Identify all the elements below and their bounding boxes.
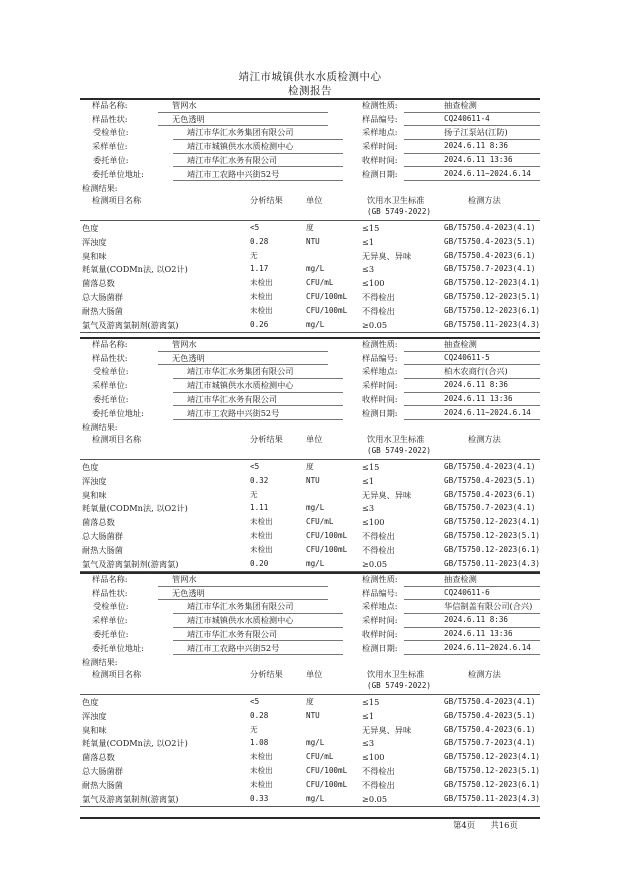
- info-value-sampling_time: 2024.6.11 8:36: [444, 141, 509, 151]
- cell-result: 未检出: [250, 544, 273, 554]
- cell-standard: ≤1: [362, 236, 375, 247]
- field-underline: [404, 405, 540, 406]
- info-label-receive_time: 收样时间:: [362, 628, 398, 639]
- col-header-result: 分析结果: [250, 669, 283, 679]
- cell-result: 无: [250, 489, 258, 499]
- info-label-sampling_site: 采样地点:: [362, 127, 398, 138]
- page-bottom-rule: [80, 817, 540, 819]
- cell-result: 无: [250, 724, 258, 734]
- info-label-test_date: 检测日期:: [362, 642, 398, 653]
- info-label-sampling_unit: 采样单位:: [92, 141, 128, 152]
- cell-standard: ≥0.05: [362, 558, 388, 569]
- info-value-sampling_time: 2024.6.11 8:36: [444, 380, 509, 390]
- col-header-unit: 单位: [306, 195, 323, 205]
- cell-result: 0.20: [250, 558, 269, 568]
- cell-item: 菌落总数: [82, 278, 115, 289]
- field-underline: [158, 125, 328, 126]
- cell-item: 耐热大肠菌: [82, 544, 123, 555]
- field-underline: [173, 392, 343, 393]
- info-value-receive_time: 2024.6.11 13:36: [444, 154, 513, 164]
- col-header-standard-code: (GB 5749-2022): [367, 681, 432, 690]
- col-header-standard: 饮用水卫生标准: [367, 434, 425, 444]
- info-value-sampling_site: 柏木农商行(合兴): [444, 366, 508, 377]
- cell-standard: ≤15: [362, 697, 380, 707]
- cell-standard: 无异臭、异味: [362, 250, 412, 261]
- info-label-client: 委托单位:: [93, 393, 129, 404]
- table-bottom-rule: [80, 806, 540, 807]
- field-underline: [173, 166, 343, 167]
- info-value-sample_name: 管网水: [172, 339, 197, 349]
- field-underline: [404, 180, 540, 181]
- cell-item: 总大肠菌群: [82, 766, 123, 776]
- cell-standard: ≤100: [362, 517, 385, 528]
- cell-standard: ≥0.05: [362, 793, 388, 804]
- field-underline: [173, 613, 343, 614]
- info-value-test_nature: 抽查检测: [444, 100, 477, 110]
- info-value-sample_id: CQ240611-5: [444, 352, 490, 362]
- field-underline: [173, 654, 343, 655]
- cell-item: 耗氧量(CODMn法, 以O2计): [82, 738, 188, 749]
- cell-method: GB/T5750.12-2023(6.1): [444, 779, 541, 789]
- cell-unit: 度: [306, 223, 314, 232]
- info-value-test_nature: 抽查检测: [444, 574, 477, 584]
- cell-result: <5: [250, 697, 260, 706]
- cell-standard: 无异臭、异味: [362, 489, 412, 500]
- cell-unit: mg/L: [306, 264, 325, 274]
- cell-standard: ≤3: [362, 264, 375, 275]
- cell-method: GB/T5750.4-2023(6.1): [444, 250, 536, 260]
- cell-unit: 度: [306, 697, 314, 706]
- info-label-receive_time: 收样时间:: [362, 154, 398, 165]
- cell-result: 未检出: [250, 752, 273, 762]
- info-label-inspected: 受检单位:: [93, 127, 129, 138]
- info-label-sample_char: 样品性状:: [92, 587, 128, 598]
- info-value-client_addr: 靖江市工农路中兴街52号: [187, 168, 280, 179]
- field-underline: [404, 392, 540, 393]
- cell-method: GB/T5750.12-2023(6.1): [444, 544, 541, 554]
- cell-method: GB/T5750.4-2023(5.1): [444, 710, 536, 720]
- cell-result: 0.32: [250, 475, 269, 485]
- col-header-standard: 饮用水卫生标准: [367, 195, 425, 205]
- cell-unit: 度: [306, 462, 314, 471]
- cell-standard: ≥0.05: [362, 319, 388, 330]
- field-underline: [404, 378, 540, 379]
- field-underline: [404, 125, 540, 126]
- cell-result: 未检出: [250, 305, 273, 315]
- cell-result: 1.11: [250, 503, 269, 513]
- col-header-standard-code: (GB 5749-2022): [367, 446, 432, 455]
- field-underline: [158, 112, 328, 113]
- cell-method: GB/T5750.4-2023(4.1): [444, 462, 536, 471]
- cell-method: GB/T5750.4-2023(4.1): [444, 223, 536, 232]
- col-header-method: 检测方法: [468, 669, 501, 679]
- cell-unit: CFU/mL: [306, 517, 334, 527]
- field-underline: [158, 586, 328, 587]
- info-label-client_addr: 委托单位地址:: [92, 642, 144, 653]
- results-heading: 检测结果:: [82, 657, 118, 667]
- info-value-test_date: 2024.6.11~2024.6.14: [444, 642, 531, 652]
- cell-unit: mg/L: [306, 558, 325, 568]
- info-value-sample_id: CQ240611-4: [444, 113, 490, 123]
- info-value-client_addr: 靖江市工农路中兴街52号: [187, 407, 280, 418]
- info-label-receive_time: 收样时间:: [362, 393, 398, 404]
- cell-result: 0.28: [250, 236, 269, 246]
- cell-item: 色度: [82, 223, 99, 233]
- cell-method: GB/T5750.12-2023(4.1): [444, 278, 541, 288]
- info-label-sample_name: 样品名称:: [92, 339, 128, 349]
- cell-item: 耐热大肠菌: [82, 305, 123, 316]
- cell-method: GB/T5750.11-2023(4.3): [444, 319, 541, 329]
- cell-item: 氯气及游离氯制剂(游离氯): [82, 793, 179, 804]
- cell-result: 0.26: [250, 319, 269, 329]
- info-label-sampling_time: 采样时间:: [362, 615, 398, 626]
- info-label-sampling_unit: 采样单位:: [92, 615, 128, 626]
- info-label-sample_name: 样品名称:: [92, 100, 128, 110]
- field-underline: [158, 364, 328, 365]
- info-label-inspected: 受检单位:: [93, 366, 129, 377]
- cell-method: GB/T5750.12-2023(5.1): [444, 292, 541, 301]
- cell-standard: ≤15: [362, 462, 380, 472]
- cell-item: 色度: [82, 462, 99, 472]
- cell-method: GB/T5750.7-2023(4.1): [444, 503, 536, 513]
- field-underline: [158, 351, 328, 352]
- cell-standard: ≤15: [362, 223, 380, 233]
- field-underline: [404, 640, 540, 641]
- info-value-sampling_unit: 靖江市城镇供水水质检测中心: [187, 141, 294, 152]
- col-header-unit: 单位: [306, 434, 323, 444]
- header-divider: [80, 220, 540, 221]
- cell-standard: 无异臭、异味: [362, 724, 412, 735]
- info-value-sampling_unit: 靖江市城镇供水水质检测中心: [187, 380, 294, 391]
- info-value-client: 靖江市华汇水务有限公司: [187, 628, 278, 639]
- cell-result: 未检出: [250, 278, 273, 288]
- cell-standard: ≤100: [362, 752, 385, 763]
- cell-item: 菌落总数: [82, 752, 115, 763]
- info-label-test_date: 检测日期:: [362, 407, 398, 418]
- field-underline: [173, 640, 343, 641]
- info-value-sample_char: 无色透明: [172, 587, 205, 598]
- info-value-sampling_time: 2024.6.11 8:36: [444, 615, 509, 625]
- cell-item: 浑浊度: [82, 710, 107, 721]
- cell-unit: NTU: [306, 236, 320, 246]
- info-value-sampling_site: 扬子江泵站(江防): [444, 127, 508, 138]
- cell-method: GB/T5750.12-2023(4.1): [444, 752, 541, 762]
- cell-standard: ≤1: [362, 475, 375, 486]
- field-underline: [404, 364, 540, 365]
- field-underline: [173, 419, 343, 420]
- info-label-sampling_site: 采样地点:: [362, 366, 398, 377]
- info-label-sample_id: 样品编号:: [362, 352, 398, 363]
- info-label-sample_name: 样品名称:: [92, 574, 128, 584]
- cell-standard: ≤100: [362, 278, 385, 289]
- field-underline: [173, 180, 343, 181]
- info-value-test_date: 2024.6.11~2024.6.14: [444, 407, 531, 417]
- cell-item: 氯气及游离氯制剂(游离氯): [82, 558, 179, 569]
- cell-unit: NTU: [306, 475, 320, 485]
- field-underline: [404, 351, 540, 352]
- cell-method: GB/T5750.4-2023(5.1): [444, 236, 536, 246]
- cell-item: 臭和味: [82, 250, 107, 261]
- cell-result: 1.17: [250, 264, 269, 274]
- cell-method: GB/T5750.4-2023(4.1): [444, 697, 536, 706]
- org-title: 靖江市城镇供水水质检测中心: [238, 71, 382, 83]
- page-number: 第4页: [453, 820, 476, 830]
- field-underline: [404, 599, 540, 600]
- field-underline: [173, 405, 343, 406]
- info-value-inspected: 靖江市华汇水务集团有限公司: [187, 366, 294, 377]
- info-value-client: 靖江市华汇水务有限公司: [187, 154, 278, 165]
- cell-method: GB/T5750.11-2023(4.3): [444, 558, 541, 568]
- cell-result: 1.08: [250, 738, 269, 748]
- col-header-standard-code: (GB 5749-2022): [367, 207, 432, 216]
- cell-item: 耗氧量(CODMn法, 以O2计): [82, 264, 188, 275]
- cell-item: 臭和味: [82, 724, 107, 735]
- info-value-inspected: 靖江市华汇水务集团有限公司: [187, 601, 294, 612]
- cell-method: GB/T5750.4-2023(5.1): [444, 475, 536, 485]
- info-label-sample_id: 样品编号:: [362, 113, 398, 124]
- field-underline: [404, 139, 540, 140]
- info-value-sample_char: 无色透明: [172, 113, 205, 124]
- field-underline: [173, 627, 343, 628]
- cell-result: 未检出: [250, 517, 273, 527]
- cell-method: GB/T5750.12-2023(4.1): [444, 517, 541, 527]
- cell-result: 未检出: [250, 779, 273, 789]
- cell-unit: CFU/100mL: [306, 305, 348, 315]
- cell-method: GB/T5750.7-2023(4.1): [444, 264, 536, 274]
- info-label-test_nature: 检测性质:: [362, 339, 398, 349]
- field-underline: [404, 654, 540, 655]
- col-header-unit: 单位: [306, 669, 323, 679]
- info-label-sample_char: 样品性状:: [92, 113, 128, 124]
- info-label-client_addr: 委托单位地址:: [92, 407, 144, 418]
- cell-result: 未检出: [250, 766, 273, 775]
- header-divider: [80, 694, 540, 695]
- cell-unit: mg/L: [306, 503, 325, 513]
- cell-unit: CFU/100mL: [306, 779, 348, 789]
- field-underline: [404, 627, 540, 628]
- cell-unit: CFU/100mL: [306, 544, 348, 554]
- info-label-client: 委托单位:: [93, 628, 129, 639]
- info-value-sampling_site: 华信制盖有限公司(合兴): [444, 601, 533, 612]
- col-header-result: 分析结果: [250, 434, 283, 444]
- header-divider: [80, 459, 540, 460]
- cell-unit: CFU/100mL: [306, 766, 348, 775]
- info-label-sample_char: 样品性状:: [92, 352, 128, 363]
- cell-unit: CFU/mL: [306, 278, 334, 288]
- info-label-inspected: 受检单位:: [93, 601, 129, 612]
- field-underline: [404, 153, 540, 154]
- info-label-sample_id: 样品编号:: [362, 587, 398, 598]
- cell-item: 浑浊度: [82, 236, 107, 247]
- field-underline: [404, 166, 540, 167]
- col-header-standard: 饮用水卫生标准: [367, 669, 425, 679]
- cell-standard: ≤3: [362, 503, 375, 514]
- info-value-inspected: 靖江市华汇水务集团有限公司: [187, 127, 294, 138]
- field-underline: [173, 378, 343, 379]
- field-underline: [404, 112, 540, 113]
- cell-result: 0.28: [250, 710, 269, 720]
- table-bottom-rule: [80, 332, 540, 333]
- cell-unit: mg/L: [306, 319, 325, 329]
- info-value-sample_name: 管网水: [172, 100, 197, 110]
- cell-result: 未检出: [250, 531, 273, 540]
- cell-item: 总大肠菌群: [82, 292, 123, 302]
- info-label-sampling_time: 采样时间:: [362, 380, 398, 391]
- results-heading: 检测结果:: [82, 422, 118, 432]
- info-value-client_addr: 靖江市工农路中兴街52号: [187, 642, 280, 653]
- cell-unit: mg/L: [306, 793, 325, 803]
- cell-item: 菌落总数: [82, 517, 115, 528]
- field-underline: [173, 153, 343, 154]
- cell-unit: NTU: [306, 710, 320, 720]
- cell-item: 总大肠菌群: [82, 531, 123, 541]
- cell-standard: 不得检出: [362, 292, 395, 302]
- col-header-item: 检测项目名称: [92, 195, 142, 205]
- cell-standard: ≤3: [362, 738, 375, 749]
- field-underline: [404, 613, 540, 614]
- info-value-sample_id: CQ240611-6: [444, 587, 490, 597]
- cell-method: GB/T5750.4-2023(6.1): [444, 489, 536, 499]
- field-underline: [404, 586, 540, 587]
- report-title: 检测报告: [288, 85, 332, 97]
- cell-result: <5: [250, 223, 260, 232]
- cell-item: 氯气及游离氯制剂(游离氯): [82, 319, 179, 330]
- cell-method: GB/T5750.12-2023(5.1): [444, 766, 541, 775]
- info-label-sampling_time: 采样时间:: [362, 141, 398, 152]
- info-value-test_nature: 抽查检测: [444, 339, 477, 349]
- info-label-test_nature: 检测性质:: [362, 574, 398, 584]
- cell-standard: 不得检出: [362, 779, 395, 790]
- cell-method: GB/T5750.12-2023(5.1): [444, 531, 541, 540]
- info-value-test_date: 2024.6.11~2024.6.14: [444, 168, 531, 178]
- cell-method: GB/T5750.4-2023(6.1): [444, 724, 536, 734]
- info-value-sample_name: 管网水: [172, 574, 197, 584]
- cell-result: 0.33: [250, 793, 269, 803]
- cell-unit: CFU/100mL: [306, 531, 348, 540]
- field-underline: [404, 419, 540, 420]
- page-total: 共16页: [490, 820, 518, 830]
- cell-result: 无: [250, 250, 258, 260]
- info-label-sampling_site: 采样地点:: [362, 601, 398, 612]
- info-value-client: 靖江市华汇水务有限公司: [187, 393, 278, 404]
- info-label-sampling_unit: 采样单位:: [92, 380, 128, 391]
- results-heading: 检测结果:: [82, 183, 118, 193]
- cell-method: GB/T5750.7-2023(4.1): [444, 738, 536, 748]
- cell-standard: 不得检出: [362, 766, 395, 776]
- info-label-test_date: 检测日期:: [362, 168, 398, 179]
- col-header-method: 检测方法: [468, 195, 501, 205]
- cell-unit: mg/L: [306, 738, 325, 748]
- cell-standard: 不得检出: [362, 531, 395, 541]
- cell-standard: ≤1: [362, 710, 375, 721]
- cell-method: GB/T5750.11-2023(4.3): [444, 793, 541, 803]
- cell-result: 未检出: [250, 292, 273, 301]
- cell-result: <5: [250, 462, 260, 471]
- info-label-test_nature: 检测性质:: [362, 100, 398, 110]
- cell-item: 耗氧量(CODMn法, 以O2计): [82, 503, 188, 514]
- col-header-method: 检测方法: [468, 434, 501, 444]
- info-value-receive_time: 2024.6.11 13:36: [444, 628, 513, 638]
- field-underline: [158, 599, 328, 600]
- info-value-sample_char: 无色透明: [172, 352, 205, 363]
- cell-unit: CFU/100mL: [306, 292, 348, 301]
- cell-item: 臭和味: [82, 489, 107, 500]
- cell-standard: 不得检出: [362, 544, 395, 555]
- cell-unit: CFU/mL: [306, 752, 334, 762]
- cell-standard: 不得检出: [362, 305, 395, 316]
- page-footer: [453, 821, 518, 829]
- cell-item: 耐热大肠菌: [82, 779, 123, 790]
- info-value-receive_time: 2024.6.11 13:36: [444, 393, 513, 403]
- info-label-client_addr: 委托单位地址:: [92, 168, 144, 179]
- cell-item: 浑浊度: [82, 475, 107, 486]
- info-label-client: 委托单位:: [93, 154, 129, 165]
- info-value-sampling_unit: 靖江市城镇供水水质检测中心: [187, 615, 294, 626]
- col-header-item: 检测项目名称: [92, 669, 142, 679]
- field-underline: [173, 139, 343, 140]
- col-header-result: 分析结果: [250, 195, 283, 205]
- cell-method: GB/T5750.12-2023(6.1): [444, 305, 541, 315]
- cell-item: 色度: [82, 697, 99, 707]
- col-header-item: 检测项目名称: [92, 434, 142, 444]
